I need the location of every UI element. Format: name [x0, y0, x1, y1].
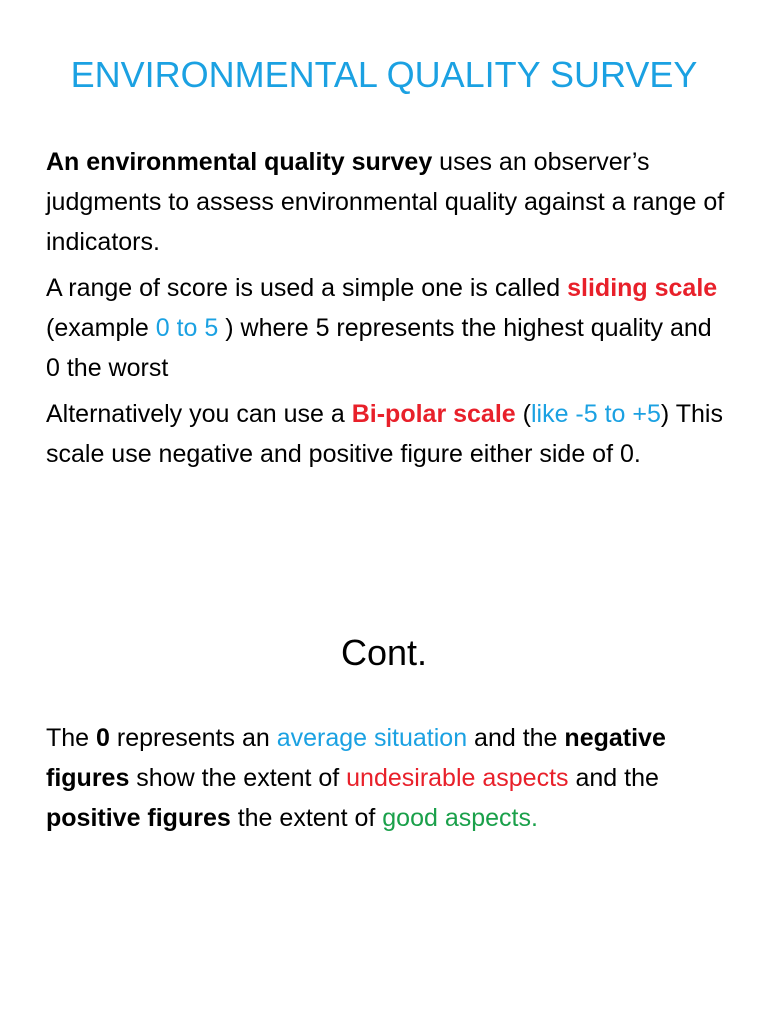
bipolar-rest: ) This scale use negative and positive figure either side of 0. [46, 400, 723, 468]
slide-body [46, 718, 726, 844]
sliding-scale-example-open: (example [46, 314, 156, 342]
term-negative-figures: negative figures [46, 724, 666, 792]
term-bipolar-scale: Bi-polar scale [351, 400, 516, 428]
term-average-situation: average situation [276, 724, 468, 752]
paragraph-sliding-scale [46, 268, 726, 388]
sliding-scale-rest: ) where 5 represents the highest quality and 0 the worst [46, 314, 712, 382]
paragraph-definition [46, 142, 726, 262]
slide-2 [0, 600, 768, 1024]
term-zero: 0 [96, 724, 110, 752]
sliding-scale-intro: A range of score is used a simple one is called [46, 274, 568, 302]
bipolar-range: like -5 to +5 [530, 400, 661, 428]
text-extent-of: the extent of [230, 804, 383, 832]
term-undesirable-aspects: undesirable aspects [346, 764, 569, 792]
slide-title: ENVIRONMENTAL QUALITY SURVEY [70, 54, 698, 95]
term-positive-figures: positive figures [46, 804, 231, 832]
paragraph-bipolar-scale [46, 394, 726, 474]
text-the: The [46, 724, 97, 752]
text-show-extent: show the extent of [129, 764, 347, 792]
text-and-the-1: and the [467, 724, 565, 752]
text-represents: represents an [109, 724, 277, 752]
slide-body [46, 142, 726, 480]
definition-text: uses an observer’s judgments to assess environmental quality against a range of indicators. [46, 148, 725, 256]
text-and-the-2: and the [568, 764, 659, 792]
paragraph-scale-meaning [46, 718, 726, 838]
sliding-scale-range: 0 to 5 [155, 314, 219, 342]
term-sliding-scale: sliding scale [567, 274, 718, 302]
term-good-aspects: good aspects. [382, 804, 538, 832]
bipolar-intro: Alternatively you can use a [46, 400, 352, 428]
bipolar-paren-open: ( [515, 400, 531, 428]
slide-title: Cont. [340, 632, 428, 673]
term-environmental-quality-survey: An environmental quality survey [46, 148, 433, 176]
